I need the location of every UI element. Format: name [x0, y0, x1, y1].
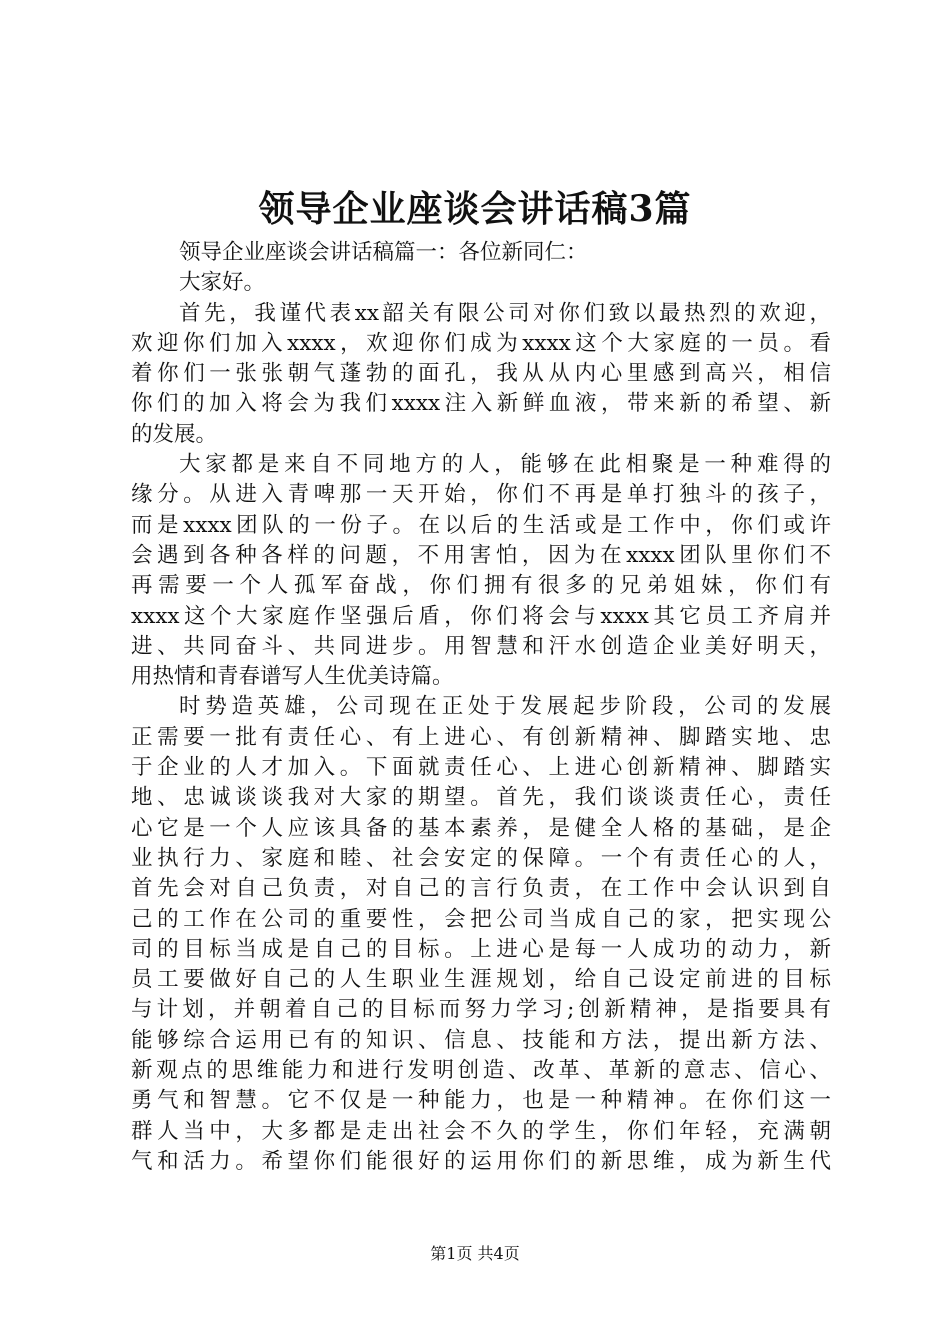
text-line: 地、忠诚谈谈我对大家的期望。首先，我们谈谈责任心，责任 — [131, 785, 831, 811]
text-line: xxxx这个大家庭作坚强后盾，你们将会与xxxx其它员工齐肩并 — [131, 603, 831, 629]
text-line: 缘分。从进入青啤那一天开始，你们不再是单打独斗的孩子， — [131, 482, 831, 508]
text-line: 己的工作在公司的重要性，会把公司当成自己的家，把实现公 — [131, 906, 831, 932]
text-line: 首先会对自己负责，对自己的言行负责，在工作中会认识到自 — [131, 876, 831, 902]
text-line: 再需要一个人孤军奋战，你们拥有很多的兄弟姐妹，你们有 — [131, 573, 831, 599]
text-line: 进、共同奋斗、共同进步。用智慧和汗水创造企业美好明天， — [131, 633, 831, 659]
text-line: 正需要一批有责任心、有上进心、有创新精神、脚踏实地、忠 — [131, 724, 831, 750]
text-line: 业执行力、家庭和睦、社会安定的保障。一个有责任心的人， — [131, 845, 831, 871]
text-line: 勇气和智慧。它不仅是一种能力，也是一种精神。在你们这一 — [131, 1088, 831, 1114]
text-line: 的发展。 — [131, 421, 218, 447]
text-line: 大家都是来自不同地方的人，能够在此相聚是一种难得的 — [179, 452, 831, 478]
text-line: 群人当中，大多都是走出社会不久的学生，你们年轻，充满朝 — [131, 1118, 831, 1144]
text-line: 新观点的思维能力和进行发明创造、改革、革新的意志、信心、 — [131, 1058, 831, 1084]
page-title: 领导企业座谈会讲话稿3篇 — [258, 188, 692, 230]
text-line: 会遇到各种各样的问题，不用害怕，因为在xxxx团队里你们不 — [131, 542, 831, 568]
text-line: 你们的加入将会为我们xxxx注入新鲜血液，带来新的希望、新 — [131, 391, 831, 417]
document-body — [131, 238, 831, 1177]
text-line: 欢迎你们加入xxxx，欢迎你们成为xxxx这个大家庭的一员。看 — [131, 330, 831, 356]
page-number-footer: 第1页 共4页 — [430, 1244, 520, 1263]
text-line: 用热情和青春谱写人生优美诗篇。 — [131, 664, 454, 690]
text-line: 领导企业座谈会讲话稿篇一：各位新同仁： — [179, 240, 588, 265]
text-line: 着你们一张张朝气蓬勃的面孔，我从从内心里感到高兴，相信 — [131, 361, 831, 387]
text-line: 于企业的人才加入。下面就责任心、上进心创新精神、脚踏实 — [131, 755, 831, 781]
text-line: 气和活力。希望你们能很好的运用你们的新思维，成为新生代 — [131, 1148, 831, 1174]
text-line: 与计划，并朝着自己的目标而努力学习;创新精神，是指要具有 — [131, 997, 831, 1023]
text-line: 心它是一个人应该具备的基本素养，是健全人格的基础，是企 — [131, 815, 831, 841]
text-line: 员工要做好自己的人生职业生涯规划，给自己设定前进的目标 — [131, 967, 831, 993]
text-line: 时势造英雄，公司现在正处于发展起步阶段，公司的发展 — [179, 694, 831, 720]
text-line: 司的目标当成是自己的目标。上进心是每一人成功的动力，新 — [131, 936, 831, 962]
text-line: 能够综合运用已有的知识、信息、技能和方法，提出新方法、 — [131, 1027, 831, 1053]
text-line: 而是xxxx团队的一份子。在以后的生活或是工作中，你们或许 — [131, 512, 831, 538]
text-line: 首先，我谨代表xx韶关有限公司对你们致以最热烈的欢迎， — [179, 300, 831, 326]
text-line: 大家好。 — [179, 270, 266, 296]
